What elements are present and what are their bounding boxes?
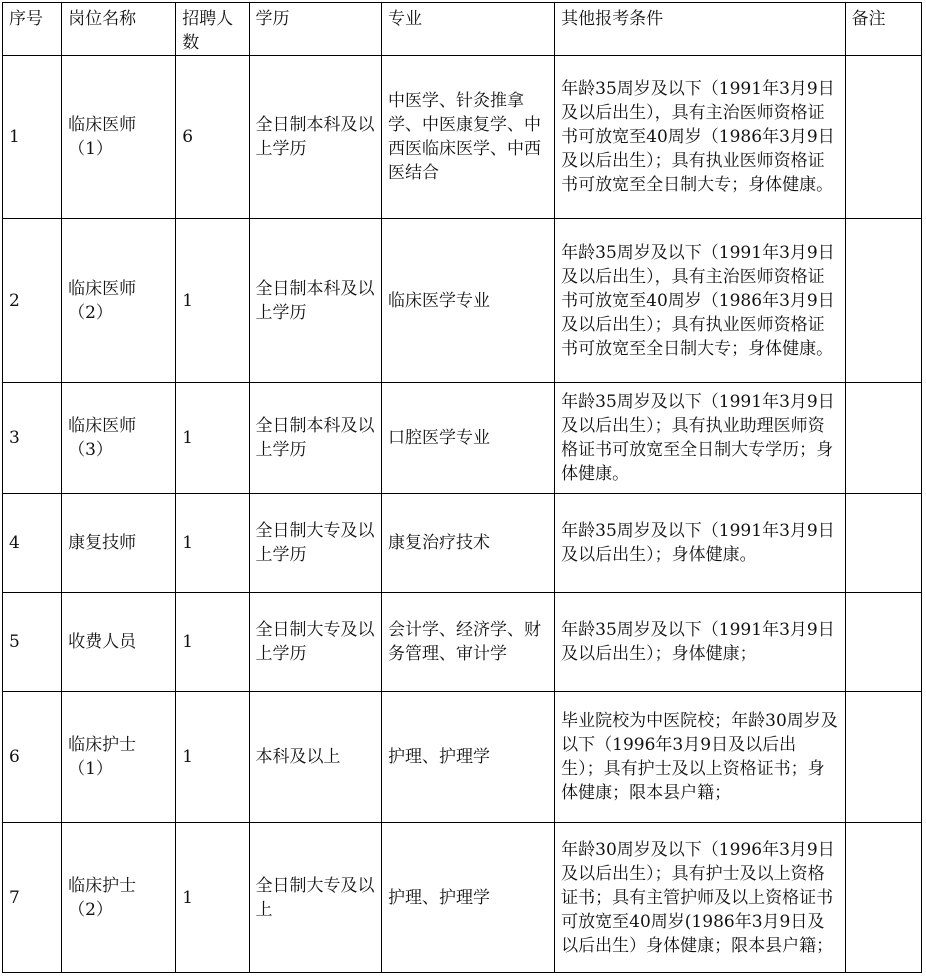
cell-conditions: 年龄35周岁及以下（1991年3月9日及以后出生）；身体健康； xyxy=(555,593,845,692)
cell-conditions: 年龄35周岁及以下（1991年3月9日及以后出生），具有主治医师资格证书可放宽至40周岁（1986年3月9日及以后出生）；具有执业医师资格证书可放宽至全日制大专；身体健康。 xyxy=(555,219,845,383)
cell-position: 临床医师（2） xyxy=(62,219,176,383)
header-note: 备注 xyxy=(845,3,921,56)
cell-major: 护理、护理学 xyxy=(381,823,554,973)
cell-count: 1 xyxy=(176,593,249,692)
cell-conditions: 年龄35周岁及以下（1991年3月9日及以后出生）；身体健康。 xyxy=(555,494,845,593)
cell-major: 临床医学专业 xyxy=(381,219,554,383)
cell-major: 中医学、针灸推拿学、中医康复学、中西医临床医学、中西医结合 xyxy=(381,56,554,219)
cell-no: 1 xyxy=(3,56,62,219)
cell-conditions: 年龄35周岁及以下（1991年3月9日及以后出生），具有主治医师资格证书可放宽至40周岁（1986年3月9日及以后出生）；具有执业医师资格证书可放宽至全日制大专；身体健康。 xyxy=(555,56,845,219)
cell-count: 1 xyxy=(176,383,249,494)
table-row xyxy=(3,494,922,593)
cell-conditions: 年龄35周岁及以下（1991年3月9日及以后出生）；具有执业助理医师资格证书可放宽至全日制大专学历；身体健康。 xyxy=(555,383,845,494)
recruitment-table xyxy=(2,2,922,973)
header-no: 序号 xyxy=(3,3,62,56)
cell-position: 临床医师（1） xyxy=(62,56,176,219)
cell-position: 临床护士（1） xyxy=(62,692,176,823)
cell-note xyxy=(845,219,921,383)
cell-major: 会计学、经济学、财务管理、审计学 xyxy=(381,593,554,692)
table-row xyxy=(3,692,922,823)
cell-major: 护理、护理学 xyxy=(381,692,554,823)
cell-education: 本科及以上 xyxy=(249,692,381,823)
cell-count: 1 xyxy=(176,692,249,823)
cell-position: 康复技师 xyxy=(62,494,176,593)
cell-note xyxy=(845,692,921,823)
cell-education: 全日制大专及以上学历 xyxy=(249,593,381,692)
cell-position: 临床医师（3） xyxy=(62,383,176,494)
cell-no: 4 xyxy=(3,494,62,593)
header-count: 招聘人数 xyxy=(176,3,249,56)
cell-position: 临床护士（2） xyxy=(62,823,176,973)
cell-count: 6 xyxy=(176,56,249,219)
cell-no: 6 xyxy=(3,692,62,823)
header-major: 专业 xyxy=(381,3,554,56)
cell-education: 全日制大专及以上学历 xyxy=(249,494,381,593)
cell-major: 口腔医学专业 xyxy=(381,383,554,494)
cell-conditions: 毕业院校为中医院校；年龄30周岁及以下（1996年3月9日及以后出生）；具有护士及以上资格证书；身体健康；限本县户籍； xyxy=(555,692,845,823)
header-position: 岗位名称 xyxy=(62,3,176,56)
cell-conditions: 年龄30周岁及以下（1996年3月9日及以后出生）；具有护士及以上资格证书；具有主管护师及以上资格证书可放宽至40周岁(1986年3月9日及以后出生）身体健康；限本县户籍； xyxy=(555,823,845,973)
cell-major: 康复治疗技术 xyxy=(381,494,554,593)
cell-note xyxy=(845,823,921,973)
table-row xyxy=(3,593,922,692)
cell-note xyxy=(845,56,921,219)
cell-position: 收费人员 xyxy=(62,593,176,692)
header-education: 学历 xyxy=(249,3,381,56)
cell-note xyxy=(845,383,921,494)
cell-education: 全日制本科及以上学历 xyxy=(249,56,381,219)
table-row xyxy=(3,219,922,383)
cell-no: 2 xyxy=(3,219,62,383)
cell-count: 1 xyxy=(176,219,249,383)
cell-note xyxy=(845,494,921,593)
table-row xyxy=(3,56,922,219)
cell-no: 3 xyxy=(3,383,62,494)
cell-count: 1 xyxy=(176,823,249,973)
header-row xyxy=(3,3,922,56)
cell-education: 全日制本科及以上学历 xyxy=(249,219,381,383)
table-row xyxy=(3,823,922,973)
cell-count: 1 xyxy=(176,494,249,593)
table-row xyxy=(3,383,922,494)
cell-note xyxy=(845,593,921,692)
cell-no: 5 xyxy=(3,593,62,692)
header-conditions: 其他报考条件 xyxy=(555,3,845,56)
cell-no: 7 xyxy=(3,823,62,973)
cell-education: 全日制大专及以上 xyxy=(249,823,381,973)
cell-education: 全日制本科及以上学历 xyxy=(249,383,381,494)
